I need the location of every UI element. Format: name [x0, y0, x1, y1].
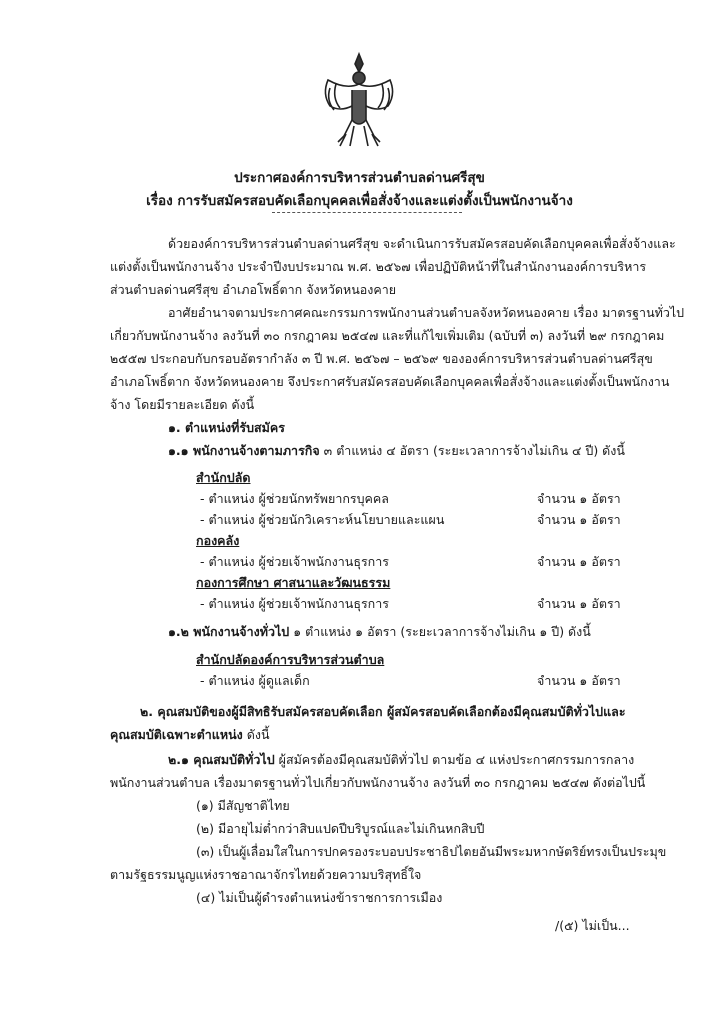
announcement-title: ประกาศองค์การบริหารส่วนตำบลด่านศรีสุข	[234, 170, 485, 186]
qualification-heading-bold: ๒.๑ คุณสมบัติทั่วไป	[168, 752, 275, 767]
department-heading: สำนักปลัดองค์การบริหารส่วนตำบล	[196, 652, 385, 667]
position-row: - ตำแหน่ง ผู้ดูแลเด็ก	[200, 673, 310, 688]
intro-line: ๒๕๕๗ ประกอบกับกรอบอัตรากำลัง ๓ ปี พ.ศ. ๒๕๖๗ – ๒๕๖๙ ขององค์การบริหารส่วนตำบลด่านศรีสุข	[110, 351, 653, 366]
position-count: จำนวน ๑ อัตรา	[537, 596, 621, 611]
subsection-heading-rest: ๓ ตำแหน่ง ๔ อัตรา (ระยะเวลาการจ้างไม่เกิน ๔ ปี) ดังนี้	[323, 443, 625, 458]
intro-line: อาศัยอำนาจตามประกาศคณะกรรมการพนักงานส่วนตำบลจังหวัดหนองคาย เรื่อง มาตรฐานทั่วไป	[168, 305, 685, 320]
position-count: จำนวน ๑ อัตรา	[537, 673, 621, 688]
qualification-line: พนักงานส่วนตำบล เรื่องมาตรฐานทั่วไปเกี่ยวกับพนักงานจ้าง ลงวันที่ ๓๐ กรกฎาคม ๒๕๔๗ ดังต่อไปนี้	[110, 775, 646, 790]
intro-line: อำเภอโพธิ์ตาก จังหวัดหนองคาย จึงประกาศรับสมัครสอบคัดเลือกบุคคลเพื่อสั่งจ้างและแต่งตั้งเป็นพนักงาน	[110, 374, 670, 389]
qualification-heading-rest: ผู้สมัครต้องมีคุณสมบัติทั่วไป ตามข้อ ๔ แห่งประกาศกรรมการกลาง	[274, 752, 635, 767]
section-heading: ๒. คุณสมบัติของผู้มีสิทธิรับสมัครสอบคัดเลือก ผู้สมัครสอบคัดเลือกต้องมีคุณสมบัติทั่วไปและ	[140, 704, 626, 719]
qualification-item: (๔) ไม่เป็นผู้ดำรงตำแหน่งข้าราชการการเมือง	[196, 890, 443, 905]
position-row: - ตำแหน่ง ผู้ช่วยนักวิเคราะห์นโยบายและแผน	[200, 512, 445, 527]
intro-line: เกี่ยวกับพนักงานจ้าง ลงวันที่ ๓๐ กรกฎาคม ๒๕๔๗ และที่แก้ไขเพิ่มเติม (ฉบับที่ ๓) ลงวันที่ ๒๙ กรกฎาคม	[110, 328, 665, 343]
qualification-item: (๒) มีอายุไม่ต่ำกว่าสิบแปดปีบริบูรณ์และไม่เกินหกสิบปี	[196, 821, 485, 836]
announcement-subject: เรื่อง การรับสมัครสอบคัดเลือกบุคคลเพื่อสั่งจ้างและแต่งตั้งเป็นพนักงานจ้าง	[146, 193, 573, 209]
section-heading: ๑. ตำแหน่งที่รับสมัคร	[168, 420, 285, 435]
department-heading: กองการศึกษา ศาสนาและวัฒนธรรม	[196, 575, 391, 590]
subsection-heading-rest: ๑ ตำแหน่ง ๑ อัตรา (ระยะเวลาการจ้างไม่เกิน ๑ ปี) ดังนี้	[293, 624, 591, 639]
position-count: จำนวน ๑ อัตรา	[537, 512, 621, 527]
position-count: จำนวน ๑ อัตรา	[537, 491, 621, 506]
qualification-heading	[168, 750, 634, 770]
qualification-item: (๑) มีสัญชาติไทย	[196, 798, 290, 813]
intro-line: ส่วนตำบลด่านศรีสุข อำเภอโพธิ์ตาก จังหวัดหนองคาย	[110, 282, 397, 297]
intro-line: จ้าง โดยมีรายละเอียด ดังนี้	[110, 397, 255, 412]
section-heading-bold: คุณสมบัติเฉพาะตำแหน่ง	[110, 727, 243, 742]
position-row: - ตำแหน่ง ผู้ช่วยนักทรัพยากรบุคคล	[200, 491, 389, 506]
position-row: - ตำแหน่ง ผู้ช่วยเจ้าพนักงานธุรการ	[200, 596, 389, 611]
intro-line: ด้วยองค์การบริหารส่วนตำบลด่านศรีสุข จะดำเนินการรับสมัครสอบคัดเลือกบุคคลเพื่อสั่งจ้างและ	[168, 236, 676, 251]
section-heading-cont	[110, 725, 270, 745]
subsection-heading-bold: ๑.๑ พนักงานจ้างตามภารกิจ	[168, 443, 320, 458]
title-divider	[272, 212, 462, 213]
department-heading: สำนักปลัด	[196, 470, 251, 485]
position-count: จำนวน ๑ อัตรา	[537, 554, 621, 569]
qualification-item: ตามรัฐธรรมนูญแห่งราชอาณาจักรไทยด้วยความบริสุทธิ์ใจ	[110, 867, 422, 882]
section-heading-rest: ดังนี้	[246, 727, 270, 742]
qualification-item: (๓) เป็นผู้เลื่อมใสในการปกครองระบอบประชาธิปไตยอันมีพระมหากษัตริย์ทรงเป็นประมุข	[196, 844, 667, 859]
position-row: - ตำแหน่ง ผู้ช่วยเจ้าพนักงานธุรการ	[200, 554, 389, 569]
garuda-emblem-icon	[316, 50, 402, 150]
department-heading: กองคลัง	[196, 533, 240, 548]
intro-line: แต่งตั้งเป็นพนักงานจ้าง ประจำปีงบประมาณ พ.ศ. ๒๕๖๗ เพื่อปฏิบัติหน้าที่ในสำนักงานองค์การบริหาร	[110, 259, 647, 274]
subsection-heading-bold: ๑.๒ พนักงานจ้างทั่วไป	[168, 624, 290, 639]
page-continuation: /(๕) ไม่เป็น...	[555, 918, 630, 933]
subsection-heading	[168, 622, 591, 642]
subsection-heading	[168, 441, 625, 461]
